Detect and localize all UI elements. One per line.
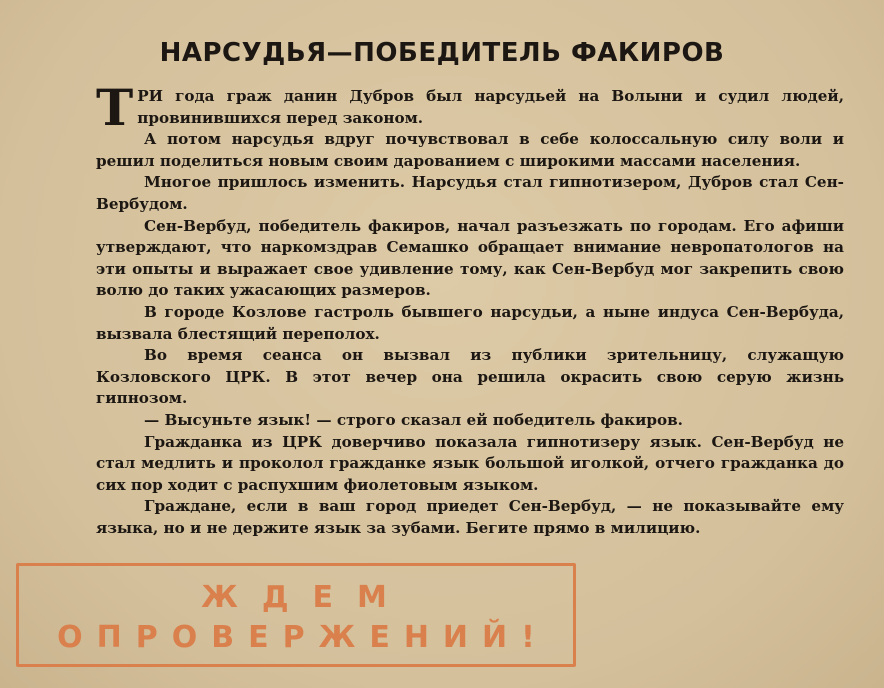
article-paragraph-5: В городе Козлове гастроль бывшего нарсудьи, а ныне индуса Сен-Вербуда, вызвала блестящий переполох. — [96, 302, 844, 343]
article-paragraph-7: — Высуньте язык! — строго сказал ей победитель факиров. — [144, 410, 683, 429]
article-paragraph-2: А потом нарсудья вдруг почувствовал в себе колоссальную силу воли и решил поделиться новым своим дарованием с широкими массами населения. — [96, 130, 844, 170]
article-paragraph-4: Сен-Вербуд, победитель факиров, начал разъезжать по городам. Его афиши утверждают, что наркомздрав Семашко обращает внимание невропатологов на эти опыты и выражает свое удивление тому, как Сен-Вербуд мог закрепить свою волю до таких ужасающих размеров. — [96, 216, 844, 300]
stamp-box — [16, 563, 576, 667]
stamp-line-2: ОПРОВЕРЖЕНИЙ! — [57, 620, 549, 655]
article-body — [96, 78, 844, 539]
article-paragraph-6: Во время сеанса он вызвал из публики зрительницу, служащую Козловского ЦРК. В этот вечер она решила окрасить свою серую жизнь гипнозом. — [96, 346, 844, 408]
article-paragraph-3: Многое пришлось изменить. Нарсудья стал гипнотизером, Дубров стал Сен-Вербудом. — [96, 173, 844, 213]
drop-cap: Т — [96, 78, 134, 137]
stamp-line-1: ЖДЕМ — [201, 580, 411, 615]
article-paragraph-9: Граждане, если в ваш город приедет Сен-Вербуд, — не показывайте ему языка, но и не держите язык за зубами. Бегите прямо в милицию. — [96, 497, 844, 537]
article-paragraph-8: Гражданка из ЦРК доверчиво показала гипнотизеру язык. Сен-Вербуд не стал медлить и проколол гражданке язык большой иголкой, отчего гражданка до сих пор ходит с распухшим фиолетовым языком. — [96, 432, 844, 494]
article-title: НАРСУДЬЯ—ПОБЕДИТЕЛЬ ФАКИРОВ — [159, 38, 725, 68]
article-paragraph-1: ТРИ года граж данин Дубров был нарсудьей на Волыни и судил людей, провинившихся перед законом. — [96, 78, 844, 137]
